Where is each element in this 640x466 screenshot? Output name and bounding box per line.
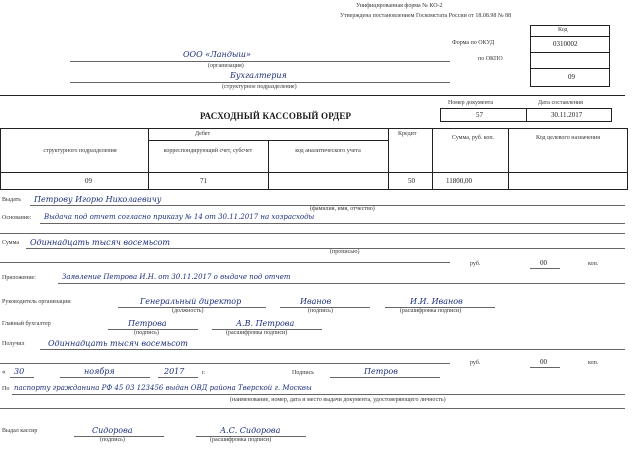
recipient-signature: Петров (364, 367, 398, 376)
date-year: 2017 (164, 367, 185, 376)
sum-kop-value: 00 (540, 259, 547, 267)
document-title: РАСХОДНЫЙ КАССОВЫЙ ОРДЕР (200, 111, 352, 121)
doc-date-label: Дата составления (538, 100, 583, 106)
accountant-label: Главный бухгалтер (2, 321, 51, 327)
analytic-code-header: код аналитического учета (295, 148, 361, 154)
amount-header: Сумма, руб. коп. (451, 135, 495, 141)
issue-caption: (фамилия, имя, отчество) (310, 206, 375, 212)
issue-value: Петрову Игорю Николаевичу (34, 195, 162, 204)
attachment-value: Заявление Петрова И.Н. от 30.11.2017 о выдаче под отчет (62, 273, 291, 281)
date-open-quote: « (2, 368, 6, 376)
organization-name: ООО «Ландыш» (183, 50, 251, 59)
doc-number-label: Номер документа (448, 100, 494, 106)
basis-label: Основание: (2, 215, 32, 221)
by-value: паспорту гражданина РФ 45 03 123456 выдан ОВД района Тверской г. Москвы (14, 384, 312, 392)
date-year-suffix: г. (202, 370, 206, 376)
cashier-label: Выдал кассир (2, 428, 38, 434)
cashier-signature-caption: (подпись) (100, 437, 125, 443)
doc-date-value: 30.11.2017 (551, 111, 583, 119)
received-value: Одиннадцать тысяч восемьсот (48, 339, 188, 348)
received-kop-value: 00 (540, 358, 547, 366)
accountant-name: А.В. Петрова (236, 319, 295, 328)
department-name: Бухгалтерия (230, 71, 287, 80)
received-label: Получил (2, 341, 25, 347)
credit-header: Кредит (398, 131, 417, 137)
recipient-signature-label: Подпись (292, 370, 315, 376)
department-caption: (структурное подразделение) (222, 84, 297, 90)
accountant-name-caption: (расшифровка подписи) (226, 330, 288, 336)
head-signature: Иванов (300, 297, 332, 306)
dept-col-header: структурного подразделения (43, 148, 117, 154)
purpose-header: Код целевого назначения (536, 135, 600, 141)
sum-rub-label: руб. (470, 261, 481, 267)
sum-label: Сумма (2, 240, 19, 246)
by-label: По (2, 386, 10, 392)
sum-kop-label: коп. (588, 261, 599, 267)
received-rub-label: руб. (470, 360, 481, 366)
code-header: Код (558, 27, 568, 33)
cashier-name-caption: (расшифровка подписи) (210, 437, 272, 443)
corr-account-header: корреспондирующий счет, субсчет (163, 148, 253, 154)
amount-cell: 11800,00 (446, 177, 472, 185)
head-signature-caption: (подпись) (308, 308, 333, 314)
cashier-signature: Сидорова (92, 426, 133, 435)
approval-note: Утверждена постановлением Госкомстата России от 18.08.98 № 88 (340, 13, 512, 19)
basis-value: Выдача под отчет согласно приказу № 14 от 30.11.2017 на хозрасходы (44, 213, 315, 221)
sum-caption: (прописью) (330, 249, 360, 255)
issue-label: Выдать (2, 197, 21, 203)
attachment-label: Приложение: (2, 275, 36, 281)
okpo-label: по ОКПО (478, 56, 503, 62)
form-number: Унифицированная форма № КО-2 (356, 3, 443, 9)
organization-caption: (организация) (208, 63, 244, 69)
okud-label: Форма по ОКУД (452, 40, 495, 46)
received-kop-label: коп. (588, 360, 599, 366)
accountant-signature-caption: (подпись) (134, 330, 159, 336)
head-label: Руководитель организации (2, 299, 71, 305)
credit-cell: 50 (408, 177, 415, 185)
debit-header: Дебет (195, 131, 211, 137)
head-name: И.И. Иванов (410, 297, 463, 306)
analytic-code-cell: 71 (200, 177, 207, 185)
cashier-name: А.С. Сидорова (220, 426, 281, 435)
date-month: ноября (84, 367, 115, 376)
doc-number-value: 57 (476, 111, 483, 119)
by-caption: (наименование, номер, дата и место выдачи документа, удостоверяющего личность) (230, 397, 446, 403)
extra-code-value: 09 (568, 73, 575, 81)
okud-value: 0310002 (553, 40, 578, 48)
head-name-caption: (расшифровка подписи) (400, 308, 462, 314)
sum-value: Одиннадцать тысяч восемьсот (30, 238, 170, 247)
head-position: Генеральный директор (140, 297, 242, 306)
corr-account-cell: 09 (85, 177, 92, 185)
head-position-caption: (должность) (172, 308, 204, 314)
date-day: 30 (14, 367, 25, 376)
accountant-signature: Петрова (128, 319, 167, 328)
